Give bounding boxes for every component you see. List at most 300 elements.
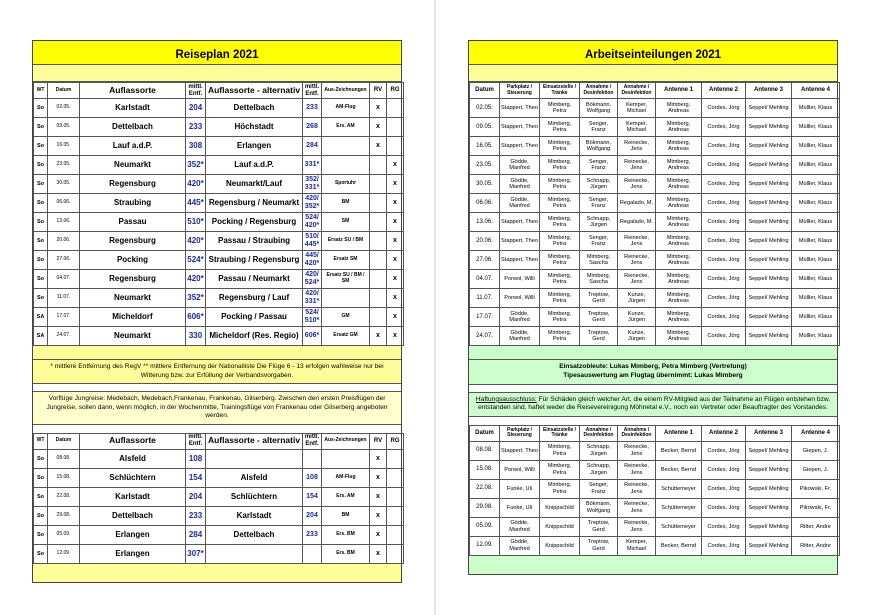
place-cell: Micheldorf: [80, 308, 186, 327]
table-row: [34, 251, 404, 270]
name-cell: Mülller, Klaus: [792, 194, 840, 213]
distance-cell: 108: [186, 449, 206, 468]
weekday-cell: So: [34, 544, 48, 563]
header-cell: Antenne 4: [792, 83, 840, 99]
header-cell: Auflassorte: [80, 83, 186, 99]
table-row: [34, 175, 404, 194]
alt-place-cell: Regensburg / Lauf: [206, 289, 303, 308]
date-cell: 20.06.: [48, 232, 80, 251]
name-cell: Reinecke, Jens: [618, 137, 656, 156]
header-cell: Aus-Zeichnungen: [322, 83, 370, 99]
arbeit-blank-bottom: [469, 346, 837, 360]
name-cell: Treptow, Gerd: [580, 289, 618, 308]
name-cell: Treptow, Gerd: [580, 327, 618, 346]
rg-cell: [387, 449, 404, 468]
name-cell: Cordes, Jörg: [702, 194, 746, 213]
distance-cell: 204: [186, 99, 206, 118]
name-cell: Kemper, Michael: [618, 118, 656, 137]
alt-distance-cell: 510/ 445*: [303, 232, 322, 251]
alt-place-cell: Schlüchtern: [206, 487, 303, 506]
table-row: [470, 251, 840, 270]
alt-place-cell: Karlstadt: [206, 506, 303, 525]
alt-distance-cell: 233: [303, 525, 322, 544]
alt-distance-cell: 420/ 352*: [303, 194, 322, 213]
distance-cell: 352*: [186, 289, 206, 308]
name-cell: Gödde, Manfred: [500, 156, 540, 175]
table-row: [34, 213, 404, 232]
name-cell: Gödde, Manfred: [500, 194, 540, 213]
name-cell: Seppel/ Mehling: [746, 479, 792, 498]
place-cell: Lauf a.d.P.: [80, 137, 186, 156]
rg-cell: [387, 99, 404, 118]
alt-place-cell: Pocking / Regensburg: [206, 213, 303, 232]
table-row: [470, 308, 840, 327]
name-cell: Reinecke, Jens: [618, 251, 656, 270]
distance-cell: 284: [186, 525, 206, 544]
name-cell: Mimberg, Andreas: [656, 270, 702, 289]
name-cell: Stappert, Theo: [500, 118, 540, 137]
header-cell: Annahme / Desinfektion: [618, 83, 656, 99]
arbeit-blank-bottom2: [469, 556, 837, 574]
weekday-cell: So: [34, 449, 48, 468]
name-cell: Funke, Uli: [500, 498, 540, 517]
date-cell: 12.09.: [470, 536, 500, 555]
rv-cell: x: [370, 468, 387, 487]
weekday-cell: So: [34, 468, 48, 487]
table-row: [470, 536, 840, 555]
alt-distance-cell: 420/ 331*: [303, 289, 322, 308]
name-cell: Senger, Franz: [580, 232, 618, 251]
name-cell: Cordes, Jörg: [702, 479, 746, 498]
date-cell: 09.05.: [48, 118, 80, 137]
name-cell: Reinecke, Jens: [618, 441, 656, 460]
distance-cell: 308: [186, 137, 206, 156]
table-row: [470, 327, 840, 346]
note-gap2: [33, 425, 401, 433]
weekday-cell: So: [34, 525, 48, 544]
table-row: [34, 194, 404, 213]
header-cell: Parkplatz / Steuerung: [500, 83, 540, 99]
name-cell: Stappert, Theo: [500, 99, 540, 118]
name-cell: Cordes, Jörg: [702, 460, 746, 479]
rv-cell: x: [370, 449, 387, 468]
rg-cell: [387, 137, 404, 156]
header-cell: mittl. Entf.: [186, 433, 206, 449]
header-cell: Annahme / Desinfektion: [580, 83, 618, 99]
date-cell: 15.08.: [48, 468, 80, 487]
distance-cell: 510*: [186, 213, 206, 232]
alt-distance-cell: 268: [303, 118, 322, 137]
name-cell: Cordes, Jörg: [702, 270, 746, 289]
name-cell: Senger, Franz: [580, 156, 618, 175]
name-cell: Schüttemeyer: [656, 517, 702, 536]
alt-place-cell: [206, 544, 303, 563]
name-cell: Cordes, Jörg: [702, 289, 746, 308]
name-cell: Cordes, Jörg: [702, 118, 746, 137]
name-cell: Schnapp, Jürgen: [580, 441, 618, 460]
name-cell: Mülller, Klaus: [792, 137, 840, 156]
alt-place-cell: Micheldorf (Res. Regio): [206, 327, 303, 346]
date-cell: 20.06.: [470, 232, 500, 251]
date-cell: 22.08.: [470, 479, 500, 498]
name-cell: Mülller, Klaus: [792, 99, 840, 118]
rv-cell: [370, 289, 387, 308]
table-row: [34, 289, 404, 308]
name-cell: Funke, Uli: [500, 479, 540, 498]
table-row: [470, 289, 840, 308]
date-cell: 22.08.: [48, 487, 80, 506]
arbeit-blank: [469, 65, 837, 82]
date-cell: 04.07.: [470, 270, 500, 289]
rg-cell: x: [387, 327, 404, 346]
weekday-cell: SA: [34, 308, 48, 327]
name-cell: Mimberg, Andreas: [656, 99, 702, 118]
date-cell: 04.07.: [48, 270, 80, 289]
name-cell: Reinecke, Jens: [618, 175, 656, 194]
alt-distance-cell: 606*: [303, 327, 322, 346]
name-cell: Seppel/ Mehling: [746, 270, 792, 289]
name-cell: Cordes, Jörg: [702, 175, 746, 194]
event-cell: BM: [322, 506, 370, 525]
name-cell: Mimberg, Petra: [540, 308, 580, 327]
date-cell: 05.09.: [48, 525, 80, 544]
jungreise-header-row: [34, 433, 404, 449]
alt-distance-cell: 352/ 331*: [303, 175, 322, 194]
table-row: [470, 479, 840, 498]
name-cell: Mimberg, Andreas: [656, 175, 702, 194]
rv-cell: [370, 156, 387, 175]
header-cell: WT: [34, 433, 48, 449]
name-cell: Giepen, J.: [792, 460, 840, 479]
alt-distance-cell: 331*: [303, 156, 322, 175]
place-cell: Karlstadt: [80, 487, 186, 506]
event-cell: Ers. BM: [322, 544, 370, 563]
name-cell: Mimberg, Petra: [540, 479, 580, 498]
place-cell: Neumarkt: [80, 289, 186, 308]
name-cell: Mülller, Klaus: [792, 175, 840, 194]
weekday-cell: So: [34, 251, 48, 270]
alt-place-cell: Erlangen: [206, 137, 303, 156]
rv-cell: x: [370, 525, 387, 544]
date-cell: 02.05.: [470, 99, 500, 118]
rv-cell: x: [370, 99, 387, 118]
rv-cell: [370, 232, 387, 251]
weekday-cell: So: [34, 137, 48, 156]
alt-place-cell: [206, 449, 303, 468]
rv-cell: x: [370, 544, 387, 563]
name-cell: Seppel/ Mehling: [746, 460, 792, 479]
name-cell: Mimberg, Sascha: [580, 270, 618, 289]
name-cell: Schnapp, Jürgen: [580, 175, 618, 194]
arbeit-body: [470, 99, 840, 346]
name-cell: Reinecke, Jens: [618, 460, 656, 479]
name-cell: Cordes, Jörg: [702, 517, 746, 536]
date-cell: 24.07.: [48, 327, 80, 346]
name-cell: Stappert, Theo: [500, 232, 540, 251]
header-cell: RG: [387, 83, 404, 99]
einsatzobleute-text: Einsatzobleute: Lukas Mimberg, Petra Mimberg (Vertretung): [559, 363, 747, 370]
header-cell: Antenne 1: [656, 83, 702, 99]
date-cell: 08.08.: [48, 449, 80, 468]
name-cell: Cordes, Jörg: [702, 232, 746, 251]
place-cell: Dettelbach: [80, 118, 186, 137]
name-cell: Mimberg, Petra: [540, 99, 580, 118]
distance-cell: 524*: [186, 251, 206, 270]
note-gap-right2: [469, 417, 837, 425]
name-cell: Seppel/ Mehling: [746, 289, 792, 308]
header-cell: Datum: [48, 83, 80, 99]
alt-place-cell: Höchstadt: [206, 118, 303, 137]
table-row: [470, 137, 840, 156]
weekday-cell: So: [34, 99, 48, 118]
reiseplan-table: [33, 82, 404, 346]
date-cell: 09.05.: [470, 118, 500, 137]
rg-cell: [387, 118, 404, 137]
rv-cell: x: [370, 487, 387, 506]
date-cell: 29.08.: [470, 498, 500, 517]
name-cell: Seppel/ Mehling: [746, 194, 792, 213]
table-row: [34, 525, 404, 544]
header-cell: Annahme / Desinfektion: [618, 425, 656, 441]
name-cell: Kemper, Michael: [618, 536, 656, 555]
name-cell: Seppel/ Mehling: [746, 118, 792, 137]
tipesauswertung-text: Tipesauswertung am Flugtag übernimmt: Lukas Mimberg: [563, 371, 743, 379]
name-cell: Becker, Bernd: [656, 536, 702, 555]
name-cell: Seppel/ Mehling: [746, 308, 792, 327]
name-cell: Cordes, Jörg: [702, 137, 746, 156]
header-cell: Einsatzstelle / Tränke: [540, 425, 580, 441]
name-cell: Seppel/ Mehling: [746, 536, 792, 555]
header-cell: Antenne 2: [702, 425, 746, 441]
place-cell: Karlstadt: [80, 99, 186, 118]
event-cell: AM-Flug: [322, 99, 370, 118]
arbeit-header-row: [470, 83, 840, 99]
name-cell: Mimberg, Petra: [540, 118, 580, 137]
note-gap: [33, 384, 401, 392]
table-row: [470, 118, 840, 137]
header-cell: RV: [370, 433, 387, 449]
name-cell: Ritter, Andre: [792, 536, 840, 555]
rg-cell: [387, 487, 404, 506]
name-cell: Stappert, Theo: [500, 441, 540, 460]
name-cell: Mimberg, Petra: [540, 270, 580, 289]
name-cell: Mimberg, Andreas: [656, 232, 702, 251]
date-cell: 06.06.: [48, 194, 80, 213]
rg-cell: x: [387, 308, 404, 327]
name-cell: Gödde, Manfred: [500, 517, 540, 536]
weekday-cell: So: [34, 194, 48, 213]
name-cell: Cordes, Jörg: [702, 308, 746, 327]
header-cell: Aus-Zeichnungen: [322, 433, 370, 449]
table-row: [34, 232, 404, 251]
date-cell: 16.05.: [48, 137, 80, 156]
name-cell: Regalado, M.: [618, 213, 656, 232]
table-row: [34, 506, 404, 525]
name-cell: Senger, Franz: [580, 479, 618, 498]
name-cell: Mülller, Klaus: [792, 251, 840, 270]
table-row: [34, 487, 404, 506]
name-cell: Porwol, Willi: [500, 460, 540, 479]
event-cell: [322, 137, 370, 156]
name-cell: Reinecke, Jens: [618, 232, 656, 251]
name-cell: Seppel/ Mehling: [746, 137, 792, 156]
name-cell: Cordes, Jörg: [702, 156, 746, 175]
alt-place-cell: Pocking / Passau: [206, 308, 303, 327]
rg-cell: [387, 468, 404, 487]
name-cell: Reinecke, Jens: [618, 156, 656, 175]
name-cell: Mimberg, Petra: [540, 194, 580, 213]
name-cell: Seppel/ Mehling: [746, 232, 792, 251]
distance-cell: 420*: [186, 232, 206, 251]
alt-distance-cell: [303, 544, 322, 563]
name-cell: Pikowski, Fr.: [792, 498, 840, 517]
table-row: [470, 270, 840, 289]
distance-cell: 606*: [186, 308, 206, 327]
date-cell: 13.06.: [48, 213, 80, 232]
rg-cell: x: [387, 156, 404, 175]
header-cell: Annahme / Desinfektion: [580, 425, 618, 441]
table-row: [470, 175, 840, 194]
rg-cell: [387, 525, 404, 544]
header-cell: RG: [387, 433, 404, 449]
name-cell: Bökmann, Wolfgang: [580, 137, 618, 156]
name-cell: Becker, Bernd: [656, 441, 702, 460]
name-cell: Mülller, Klaus: [792, 156, 840, 175]
date-cell: 29.08.: [48, 506, 80, 525]
name-cell: Schnapp, Jürgen: [580, 460, 618, 479]
header-cell: Antenne 3: [746, 83, 792, 99]
place-cell: Schlüchtern: [80, 468, 186, 487]
alt-distance-cell: 524/ 510*: [303, 308, 322, 327]
name-cell: Kemper, Michael: [618, 99, 656, 118]
name-cell: Bökmann, Wolfgang: [580, 99, 618, 118]
name-cell: Mimberg, Petra: [540, 441, 580, 460]
rv-cell: [370, 251, 387, 270]
header-cell: mittl. Entf.: [303, 83, 322, 99]
rg-cell: x: [387, 232, 404, 251]
table-row: [34, 270, 404, 289]
reiseplan-blank: [33, 65, 401, 82]
name-cell: Porwol, Willi: [500, 289, 540, 308]
name-cell: Seppel/ Mehling: [746, 251, 792, 270]
place-cell: Neumarkt: [80, 327, 186, 346]
date-cell: 08.08.: [470, 441, 500, 460]
name-cell: Gödde, Manfred: [500, 327, 540, 346]
place-cell: Passau: [80, 213, 186, 232]
name-cell: Gödde, Manfred: [500, 175, 540, 194]
header-cell: WT: [34, 83, 48, 99]
reiseplan-blank-bottom: [33, 346, 401, 360]
date-cell: 06.06.: [470, 194, 500, 213]
rv-cell: x: [370, 137, 387, 156]
alt-distance-cell: 284: [303, 137, 322, 156]
weekday-cell: So: [34, 156, 48, 175]
table-row: [34, 99, 404, 118]
distance-cell: 330: [186, 327, 206, 346]
page-left: [0, 0, 434, 615]
date-cell: 17.07.: [48, 308, 80, 327]
event-cell: SM: [322, 213, 370, 232]
alt-place-cell: Neumarkt/Lauf: [206, 175, 303, 194]
header-cell: Antenne 4: [792, 425, 840, 441]
name-cell: Cordes, Jörg: [702, 327, 746, 346]
name-cell: Gödde, Manfred: [500, 536, 540, 555]
table-row: [34, 137, 404, 156]
date-cell: 11.07.: [470, 289, 500, 308]
name-cell: Mimberg, Petra: [540, 327, 580, 346]
alt-distance-cell: 445/ 420*: [303, 251, 322, 270]
table-row: [470, 498, 840, 517]
date-cell: 02.05.: [48, 99, 80, 118]
page-right: [436, 0, 870, 615]
event-cell: Ersatz GM: [322, 327, 370, 346]
name-cell: Schüttemeyer: [656, 498, 702, 517]
weekday-cell: So: [34, 487, 48, 506]
date-cell: 05.09.: [470, 517, 500, 536]
name-cell: Stappert, Theo: [500, 137, 540, 156]
table-row: [34, 308, 404, 327]
name-cell: Seppel/ Mehling: [746, 441, 792, 460]
event-cell: [322, 156, 370, 175]
distance-cell: 204: [186, 487, 206, 506]
header-cell: Antenne 3: [746, 425, 792, 441]
weekday-cell: So: [34, 506, 48, 525]
name-cell: Cordes, Jörg: [702, 213, 746, 232]
date-cell: 23.05.: [48, 156, 80, 175]
name-cell: Seppel/ Mehling: [746, 156, 792, 175]
name-cell: Mülller, Klaus: [792, 118, 840, 137]
reiseplan-header-row: [34, 83, 404, 99]
place-cell: Straubing: [80, 194, 186, 213]
name-cell: Mimberg, Petra: [540, 156, 580, 175]
name-cell: Senger, Franz: [580, 118, 618, 137]
distance-cell: 420*: [186, 270, 206, 289]
arbeit-note1: [469, 360, 837, 385]
rg-cell: x: [387, 175, 404, 194]
header-cell: Datum: [470, 83, 500, 99]
arbeit-title: Arbeitseinteilungen 2021: [469, 41, 837, 65]
event-cell: Ers. BM: [322, 525, 370, 544]
weekday-cell: So: [34, 118, 48, 137]
name-cell: Mülller, Klaus: [792, 213, 840, 232]
place-cell: Regensburg: [80, 175, 186, 194]
name-cell: Seppel/ Mehling: [746, 517, 792, 536]
name-cell: Mimberg, Andreas: [656, 213, 702, 232]
table-row: [34, 156, 404, 175]
weekday-cell: So: [34, 213, 48, 232]
alt-distance-cell: 233: [303, 99, 322, 118]
name-cell: Regalado, M.: [618, 194, 656, 213]
name-cell: Reinecke, Jens: [618, 270, 656, 289]
event-cell: Ers. AM: [322, 487, 370, 506]
rg-cell: x: [387, 213, 404, 232]
jungreise-blank-bottom: [33, 564, 401, 582]
name-cell: Reinecke, Jens: [618, 517, 656, 536]
rg-cell: [387, 544, 404, 563]
header-cell: Einsatzstelle / Tränke: [540, 83, 580, 99]
name-cell: Mimberg, Andreas: [656, 194, 702, 213]
header-cell: Auflassorte: [80, 433, 186, 449]
rv-cell: [370, 194, 387, 213]
name-cell: Mülller, Klaus: [792, 327, 840, 346]
name-cell: Kunze, Jürgen: [618, 308, 656, 327]
name-cell: Mülller, Klaus: [792, 270, 840, 289]
name-cell: Knippschild: [540, 498, 580, 517]
event-cell: Sportuhr: [322, 175, 370, 194]
date-cell: 12.09.: [48, 544, 80, 563]
name-cell: Treptow, Gerd: [580, 308, 618, 327]
name-cell: Cordes, Jörg: [702, 536, 746, 555]
